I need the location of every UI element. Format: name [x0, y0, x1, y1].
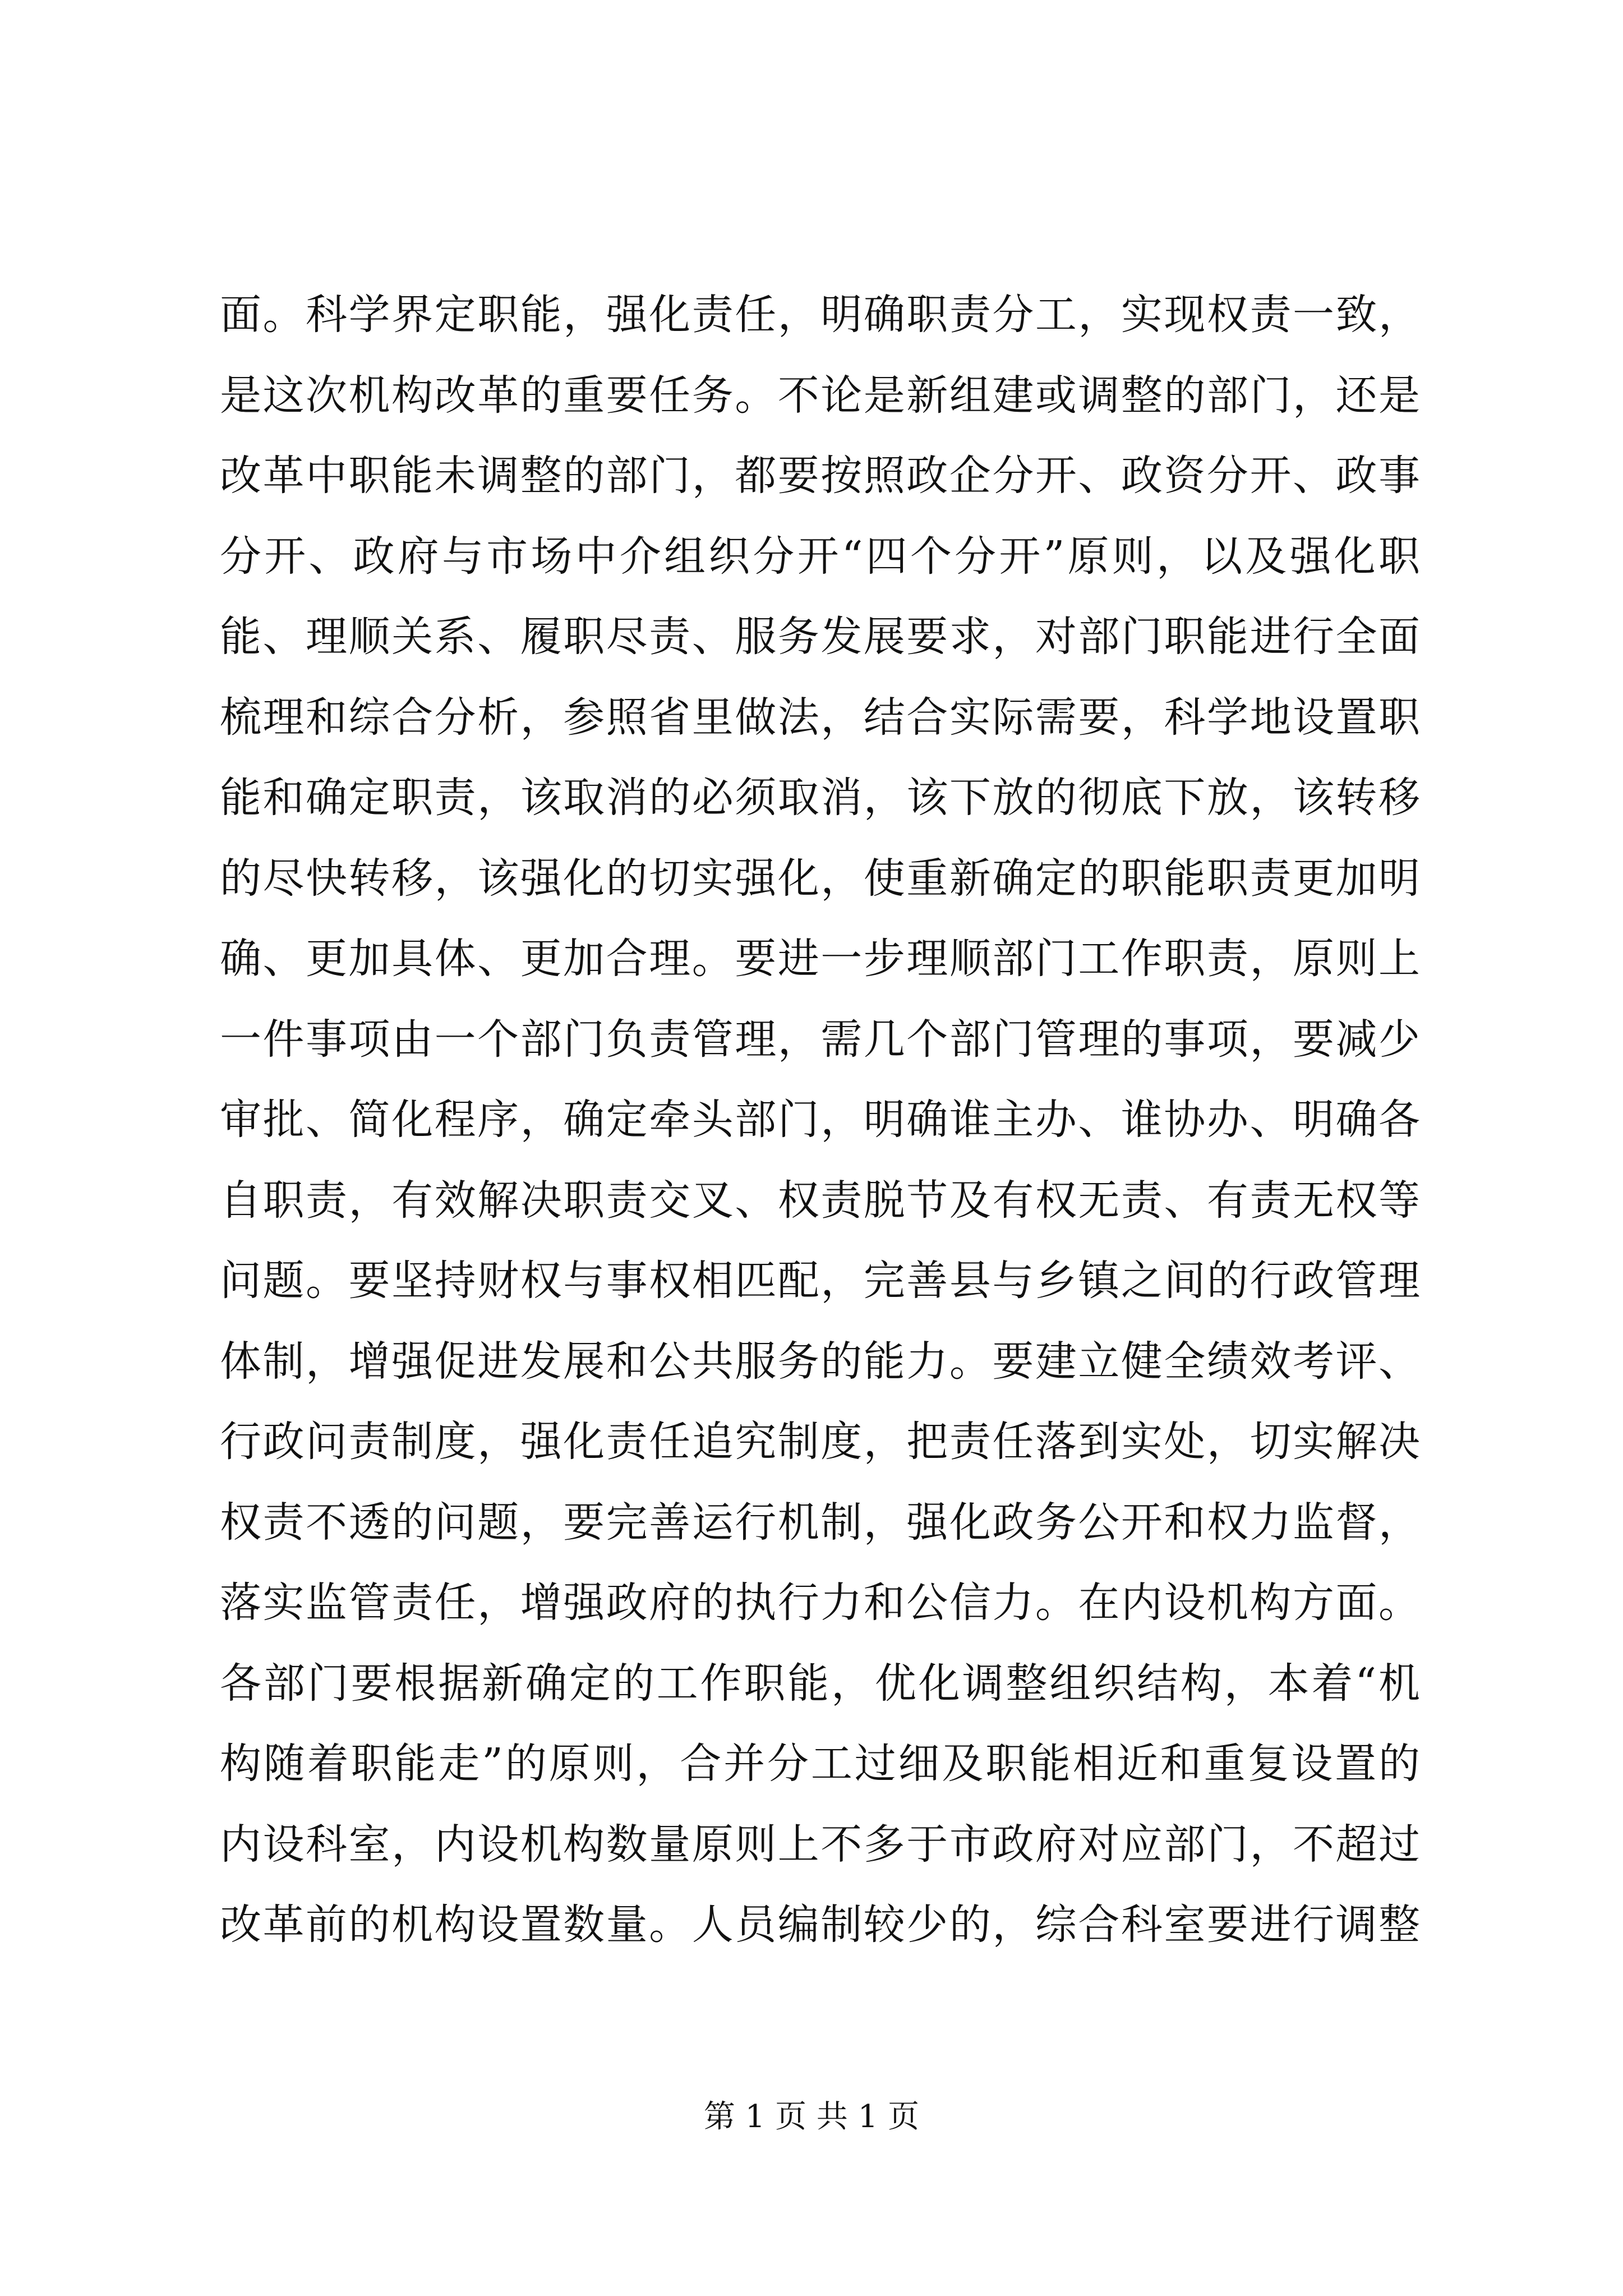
text-line: 能和确定职责，该取消的必须取消，该下放的彻底下放，该转移 [220, 774, 1420, 822]
text-line: 一件事项由一个部门负责管理，需几个部门管理的事项，要减少 [220, 1015, 1420, 1064]
text-line: 体制，增强促进发展和公共服务的能力。要建立健全绩效考评、 [220, 1337, 1420, 1386]
text-line: 能、理顺关系、履职尽责、服务发展要求，对部门职能进行全面 [220, 613, 1420, 661]
text-line: 落实监管责任，增强政府的执行力和公信力。在内设机构方面。 [220, 1579, 1420, 1627]
text-line: 问题。要坚持财权与事权相匹配，完善县与乡镇之间的行政管理 [220, 1257, 1420, 1305]
text-line: 分开、政府与市场中介组织分开“四个分开”原则，以及强化职 [220, 532, 1420, 581]
text-line: 构随着职能走”的原则，合并分工过细及职能相近和重复设置的 [220, 1740, 1420, 1788]
text-line: 行政问责制度，强化责任追究制度，把责任落到实处，切实解决 [220, 1418, 1420, 1466]
text-line: 自职责，有效解决职责交叉、权责脱节及有权无责、有责无权等 [220, 1176, 1420, 1225]
text-line: 内设科室，内设机构数量原则上不多于市政府对应部门，不超过 [220, 1820, 1420, 1869]
text-line: 审批、简化程序，确定牵头部门，明确谁主办、谁协办、明确各 [220, 1096, 1420, 1144]
text-line: 改革前的机构设置数量。人员编制较少的，综合科室要进行调整 [220, 1901, 1420, 1949]
text-line: 确、更加具体、更加合理。要进一步理顺部门工作职责，原则上 [220, 935, 1420, 983]
text-line: 各部门要根据新确定的工作职能，优化调整组织结构，本着“机 [220, 1659, 1420, 1708]
text-line: 是这次机构改革的重要任务。不论是新组建或调整的部门，还是 [220, 371, 1420, 420]
text-line: 的尽快转移，该强化的切实强化，使重新确定的职能职责更加明 [220, 854, 1420, 903]
page-number-footer: 第 1 页 共 1 页 [703, 2099, 920, 2135]
text-line: 梳理和综合分析，参照省里做法，结合实际需要，科学地设置职 [220, 693, 1420, 742]
text-line: 改革中职能未调整的部门，都要按照政企分开、政资分开、政事 [220, 452, 1420, 500]
body-text [220, 275, 1420, 1966]
text-line: 权责不透的问题，要完善运行机制，强化政务公开和权力监督， [220, 1498, 1420, 1547]
text-line: 面。科学界定职能，强化责任，明确职责分工，实现权责一致， [220, 291, 1420, 339]
